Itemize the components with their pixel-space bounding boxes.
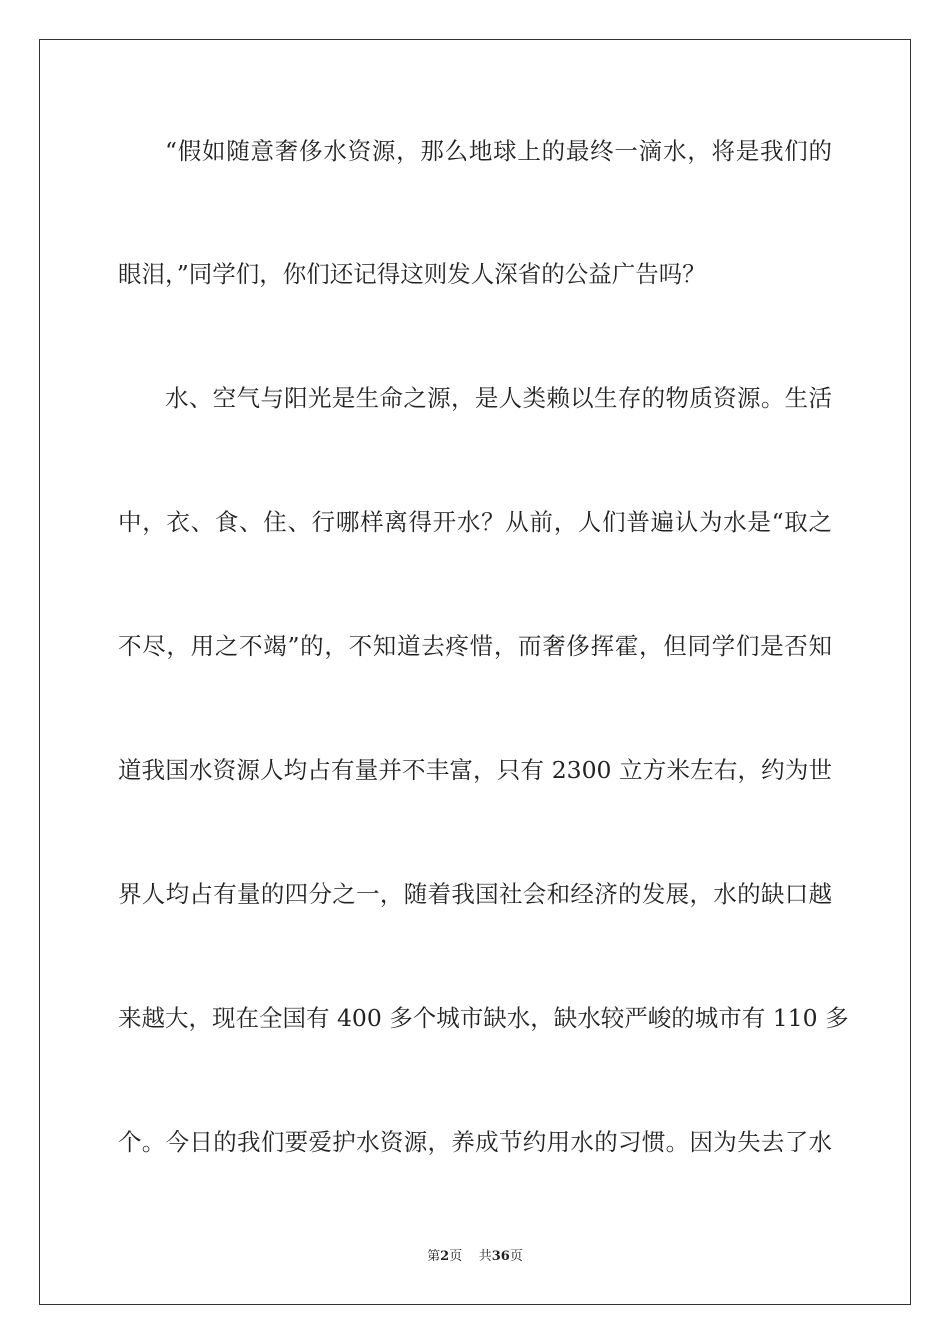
body-line-9: 个。今日的我们要爱护水资源，养成节约用水的习惯。因为失去了水	[118, 1128, 832, 1156]
page-footer	[0, 1248, 950, 1266]
body-line-4: 中，衣、食、住、行哪样离得开水？从前，人们普遍认为水是“取之	[118, 508, 832, 536]
page-prefix: 第	[427, 1249, 441, 1264]
body-line-5: 不尽，用之不竭”的，不知道去疼惜，而奢侈挥霍，但同学们是否知	[118, 632, 832, 660]
body-line-2: 眼泪，”同学们，你们还记得这则发人深省的公益广告吗？	[118, 260, 706, 288]
total-prefix: 共	[478, 1249, 492, 1264]
page-number: 2	[440, 1249, 450, 1264]
body-line-7: 界人均占有量的四分之一，随着我国社会和经济的发展，水的缺口越	[118, 880, 832, 908]
body-line-8: 来越大，现在全国有 400 多个城市缺水，缺水较严峻的城市有 110 多	[118, 1004, 849, 1032]
body-line-6: 道我国水资源人均占有量并不丰富，只有 2300 立方米左右，约为世	[118, 756, 832, 784]
total-pages: 36	[491, 1249, 510, 1264]
page-suffix: 页	[449, 1249, 463, 1264]
body-line-1: “假如随意奢侈水资源，那么地球上的最终一滴水，将是我们的	[165, 137, 832, 165]
total-suffix: 页	[509, 1249, 523, 1264]
body-line-3: 水、空气与阳光是生命之源，是人类赖以生存的物质资源。生活	[165, 384, 832, 412]
page-border	[39, 39, 911, 1305]
